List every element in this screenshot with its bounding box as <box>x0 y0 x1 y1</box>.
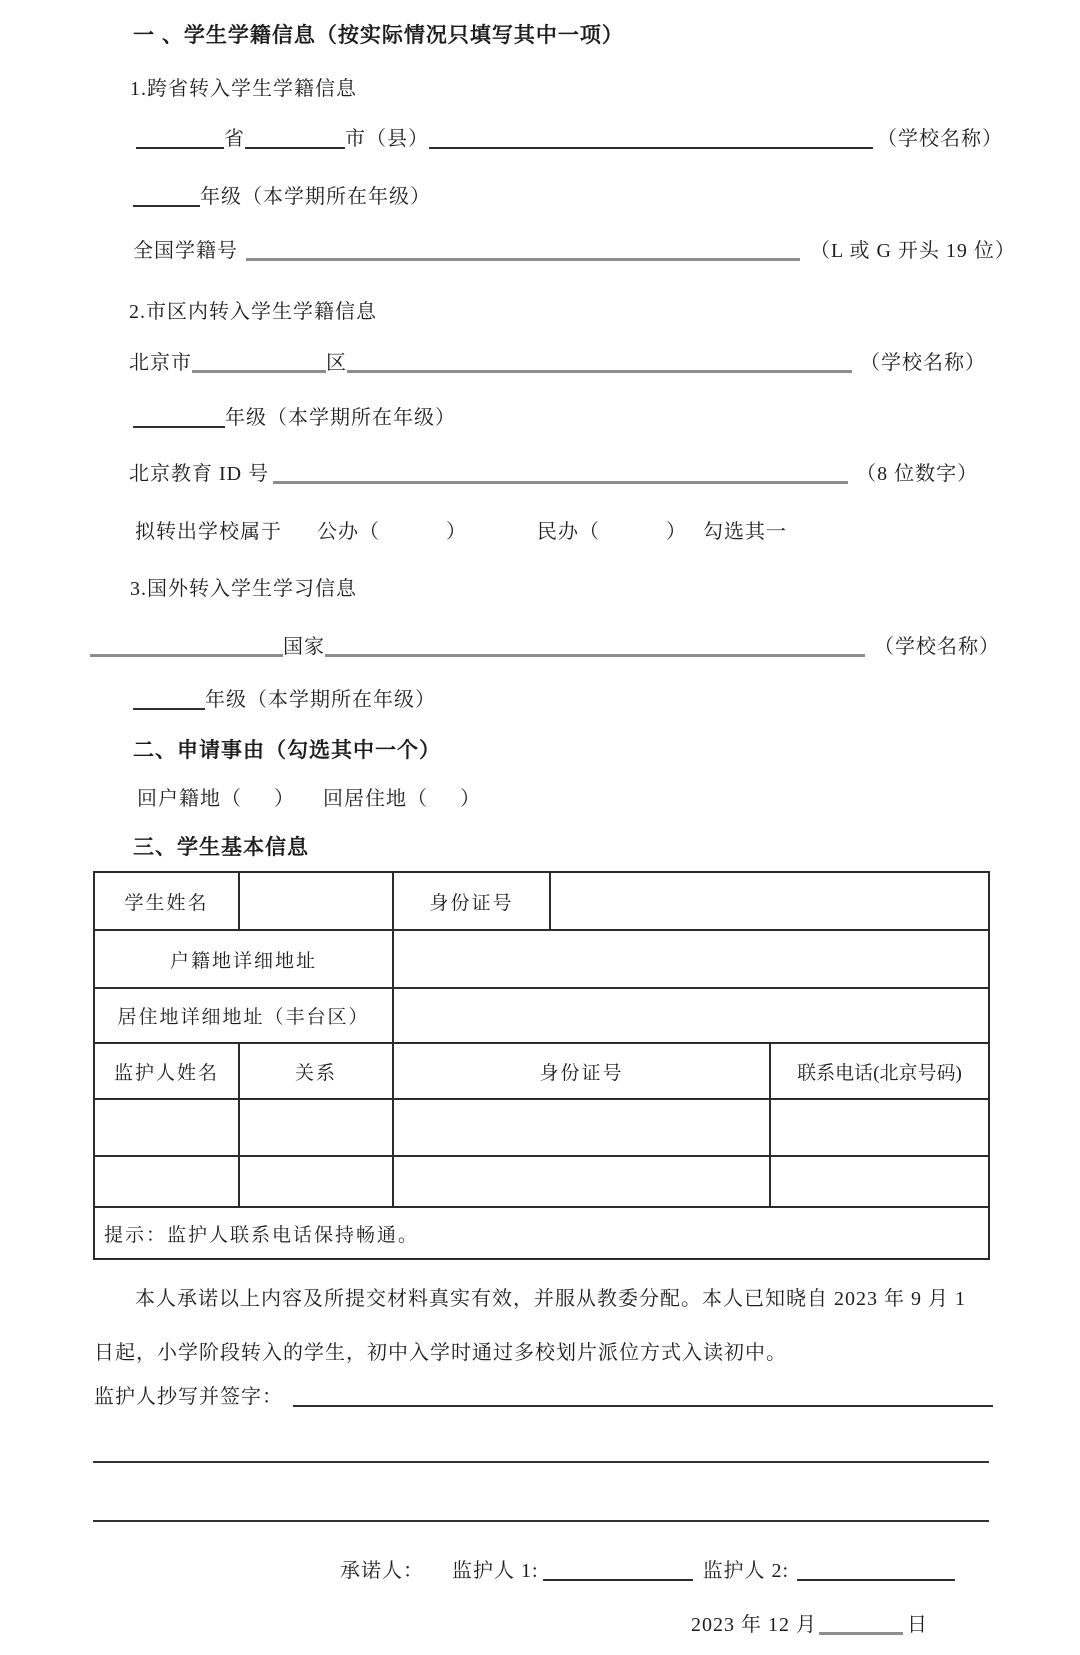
province-label: 省 <box>224 128 245 150</box>
guardian1-phone-cell <box>769 1100 988 1155</box>
table-row-guardian-header <box>95 1042 988 1098</box>
promiser-label: 承诺人： <box>340 1560 424 1582</box>
date-day-blank-line <box>819 1612 903 1635</box>
table-row-tip <box>95 1206 988 1258</box>
student-id-label-cell: 身份证号 <box>392 873 549 929</box>
country-school-line <box>90 634 1000 661</box>
reason-options-line <box>137 786 481 813</box>
reason-option1-gap <box>242 804 274 805</box>
reason-option2-gap <box>428 804 460 805</box>
table-row-student <box>95 873 988 929</box>
country-blank-line <box>90 634 283 657</box>
city-blank-line <box>245 127 345 149</box>
school-name-blank-line-3 <box>325 634 865 657</box>
beijing-district-school-line <box>129 350 986 377</box>
grade-line-1 <box>133 184 431 211</box>
private-option-close: ） <box>666 521 687 543</box>
reason-option2-close: ） <box>460 788 481 810</box>
hukou-address-label-cell: 户籍地详细地址 <box>169 950 317 972</box>
hukou-address-value-cell <box>392 931 988 987</box>
national-id-blank-line <box>246 238 800 261</box>
public-option-close: ） <box>446 521 467 543</box>
residence-address-label-cell: 居住地详细地址（丰台区） <box>117 1007 370 1028</box>
guardian1-relation-cell <box>238 1100 392 1155</box>
signature-line <box>340 1558 955 1585</box>
guardian-copy-sign-line <box>94 1384 993 1411</box>
public-option-open: 公办（ <box>317 521 380 543</box>
tip-cell: 提示：监护人联系电话保持畅通。 <box>104 1224 420 1246</box>
student-name-label-cell: 学生姓名 <box>124 892 209 914</box>
school-name-blank-line <box>429 127 873 149</box>
student-info-table <box>93 871 990 1260</box>
guardian1-name-cell <box>95 1100 238 1155</box>
date-suffix: 日 <box>907 1614 928 1636</box>
table-row-guardian-1 <box>95 1098 988 1155</box>
grade-line-2 <box>133 405 456 432</box>
guardian2-name-cell <box>95 1157 238 1206</box>
student-name-value-cell <box>238 873 392 929</box>
writing-line-1 <box>93 1461 989 1463</box>
guardian2-id-cell <box>392 1157 769 1206</box>
subsection2-title: 2.市区内转入学生学籍信息 <box>129 301 377 323</box>
guardian-name-label-cell: 监护人姓名 <box>113 1062 219 1084</box>
school-type-label: 拟转出学校属于 <box>135 521 282 543</box>
edu-id-line <box>129 461 978 488</box>
guardian2-label: 监护人 2: <box>702 1560 790 1582</box>
guardian-copy-sign-blank-line <box>293 1385 993 1407</box>
grade-blank-line-2 <box>133 406 225 428</box>
guardian2-signature-blank-line <box>797 1559 955 1581</box>
commitment-paragraph-line2: 日起，小学阶段转入的学生，初中入学时通过多校划片派位方式入读初中。 <box>94 1342 787 1364</box>
edu-id-label: 北京教育 ID 号 <box>129 463 270 485</box>
section2-heading: 二、申请事由（勾选其中一个） <box>133 739 441 762</box>
date-prefix: 2023 年 12 月 <box>691 1614 817 1636</box>
residence-address-value-cell <box>392 989 988 1042</box>
guardian1-signature-blank-line <box>543 1559 693 1581</box>
public-option-gap <box>380 537 446 538</box>
guardian-phone-label-cell: 联系电话(北京号码) <box>769 1044 988 1098</box>
table-row-guardian-2 <box>95 1155 988 1206</box>
school-name-hint-3: （学校名称） <box>874 636 1000 658</box>
student-id-value-cell <box>549 873 988 929</box>
reason-option1-open: 回户籍地（ <box>137 788 242 810</box>
grade-blank-line <box>133 185 200 207</box>
private-option-gap <box>600 537 666 538</box>
guardian-id-label-cell: 身份证号 <box>392 1044 769 1098</box>
commitment-paragraph-line1: 本人承诺以上内容及所提交材料真实有效，并服从教委分配。本人已知晓自 2023 年 9 月 1 <box>135 1288 966 1310</box>
guardian1-id-cell <box>392 1100 769 1155</box>
guardian-copy-sign-label: 监护人抄写并签字： <box>94 1386 283 1408</box>
private-option-open: 民办（ <box>537 521 600 543</box>
school-name-hint: （学校名称） <box>877 128 1003 150</box>
date-line <box>691 1612 928 1639</box>
city-label: 市（县） <box>345 128 429 150</box>
grade-blank-line-3 <box>133 688 205 710</box>
section1-heading: 一 、学生学籍信息（按实际情况只填写其中一项） <box>133 24 624 47</box>
table-row-residence-address <box>95 987 988 1042</box>
province-blank-line <box>136 127 224 149</box>
school-type-line <box>135 519 787 546</box>
reason-option1-close: ） <box>274 788 295 810</box>
school-name-blank-line-2 <box>347 350 852 373</box>
national-id-label: 全国学籍号 <box>133 240 238 262</box>
grade-label-2: 年级（本学期所在年级） <box>225 407 456 429</box>
guardian2-relation-cell <box>238 1157 392 1206</box>
province-city-school-line <box>136 126 1003 153</box>
edu-id-blank-line <box>273 461 848 484</box>
table-row-hukou-address <box>95 929 988 987</box>
reason-option2-open: 回居住地（ <box>323 788 428 810</box>
edu-id-hint: （8 位数字） <box>856 463 979 485</box>
subsection1-title: 1.跨省转入学生学籍信息 <box>130 78 357 100</box>
guardian1-label: 监护人 1: <box>452 1560 539 1582</box>
section3-heading: 三、学生基本信息 <box>133 836 309 859</box>
grade-label: 年级（本学期所在年级） <box>200 186 431 208</box>
country-label: 国家 <box>283 636 325 658</box>
district-label: 区 <box>326 352 347 374</box>
writing-line-2 <box>93 1520 989 1522</box>
grade-label-3: 年级（本学期所在年级） <box>205 689 436 711</box>
subsection3-title: 3.国外转入学生学习信息 <box>130 578 357 600</box>
grade-line-3 <box>133 687 436 714</box>
guardian2-phone-cell <box>769 1157 988 1206</box>
national-id-hint: （L 或 G 开头 19 位） <box>810 240 1016 262</box>
national-student-id-line <box>133 238 1016 265</box>
school-name-hint-2: （学校名称） <box>860 352 986 374</box>
district-blank-line <box>192 350 326 373</box>
beijing-label: 北京市 <box>129 352 192 374</box>
pick-one-note: 勾选其一 <box>703 521 787 543</box>
relation-label-cell: 关系 <box>238 1044 392 1098</box>
